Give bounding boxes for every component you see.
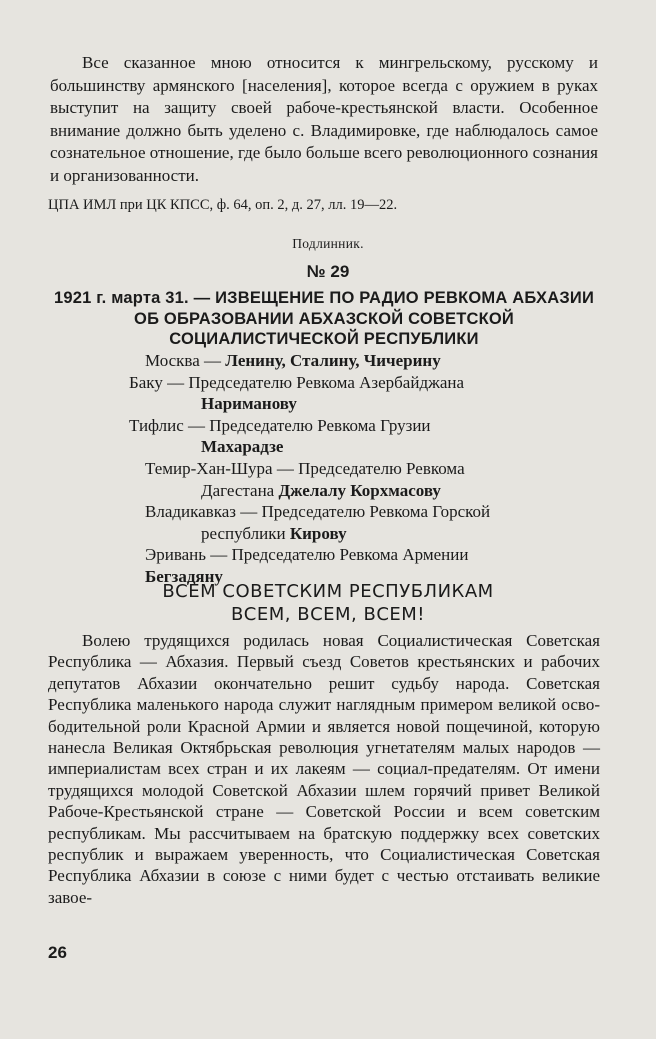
addressee-tiflis: Тифлис — Председателю Ревкома Грузии (129, 415, 431, 435)
addressee-temir-name: Джелалу Корхмасову (278, 480, 441, 500)
appeal-line-2: ВСЕМ, ВСЕМ, ВСЕМ! (230, 604, 426, 625)
addressee-moscow-city: Москва — (145, 351, 226, 370)
addressee-baku-name-line (0, 393, 656, 415)
intro-paragraph: Все сказанное мною относится к мингрельскому, русскому и большинству армянского [населения], которое всегда с оружием в руках выступит на защиту своей рабоче-крестьянской власти. Особенное внимание должно быть уделено с. Владимировке, где наблюдалось самое сознательное отношение, где было больше всего революционного сознания и организованности. (50, 53, 598, 185)
addressee-baku-name: Нариманову (201, 394, 297, 414)
page-number: 26 (48, 943, 67, 962)
archive-source: ЦПА ИМЛ при ЦК КПСС, ф. 64, оп. 2, д. 27, лл. 19—22. (48, 197, 398, 213)
addressee-erivan: Эривань — Председателю Ревкома Армении (145, 545, 469, 565)
addressee-moscow-names: Ленину, Сталину, Чичерину (225, 351, 441, 370)
addressee-temir-name-line: Дагестана Джелалу Корхмасову (201, 480, 441, 500)
appeal-heading (0, 580, 656, 626)
original-note: Подлинник. (292, 236, 364, 251)
addressee-vladikavkaz-name-line: республики Кирову (201, 523, 347, 543)
addressee-list (0, 350, 656, 588)
addressee-tiflis-name: Махарадзе (201, 437, 284, 457)
addressee-erivan-name: Бегзадяну (145, 566, 223, 586)
document-number: № 29 (306, 262, 350, 281)
addressee-baku: Баку — Председателю Ревкома Азербайджана (129, 372, 465, 392)
addressee-vladikavkaz-name: Кирову (289, 523, 347, 543)
addressee-temir: Темир-Хан-Шура — Председателю Ревкома (145, 458, 465, 478)
addressee-tiflis-name-line (0, 436, 656, 458)
addressee-vladikavkaz: Владикавказ — Председателю Ревкома Горской (145, 502, 491, 522)
document-headline: 1921 г. марта 31. — ИЗВЕЩЕНИЕ ПО РАДИО РЕВКОМА АБХАЗИИ ОБ ОБРАЗОВАНИИ АБХАЗСКОЙ СОВЕТСКОЙ СОЦИАЛИСТИЧЕСКОЙ РЕСПУБЛИКИ (53, 289, 595, 348)
appeal-line-1: ВСЕМ СОВЕТСКИМ РЕСПУБЛИКАМ (162, 581, 494, 602)
addressee-moscow (0, 350, 656, 372)
body-paragraph: Волею трудящихся родилась новая Социалистическая Советская Республика — Абхазия. Первый съезд Советов крестьянских и рабочих депутатов Абхазии окончательно решит судьбу народа. Советская Республика маленького народа служит наглядным примером великой освободительной роли Красной Армии и является новой пощечиной, которую нанесла Великая Октябрьская революция угнетателям малых народов — империалистам всех стран и их лакеям — социал-предателям. От имени трудящихся молодой Советской Абхазии шлем горячий привет Великой Рабоче-Крестьянской стране — Советской России и всем советским республикам. Мы рассчитываем на братскую поддержку всех советских республик и выражаем уверенность, что Социалистическая Советская Республика Абхазии в союзе с ними будет с честью отстаивать великие завое- (48, 631, 600, 907)
